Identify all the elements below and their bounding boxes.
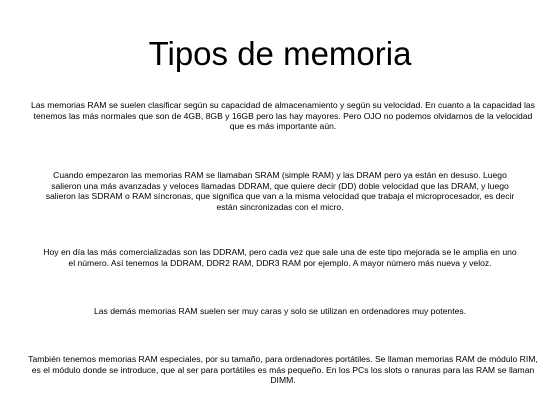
slide-title: Tipos de memoria bbox=[148, 35, 412, 72]
paragraph-laptop-ram: También tenemos memorias RAM especiales, por su tamaño, para ordenadores portátiles. Se llaman memorias RAM de módulo RIM, es el módulo donde se introduce, que al ser para portátiles es más pequeño. En los PCs los slots o ranuras para las RAM se llaman DIMM. bbox=[28, 354, 538, 385]
paragraph-history: Cuando empezaron las memorias RAM se llamaban SRAM (simple RAM) y las DRAM pero ya están en desuso. Luego salieron una más avanzadas y veloces llamadas DDRAM, que quiere decir (DD) doble velocidad que las DRAM, y luego salieron las SDRAM o RAM síncronas, que significa que van a la misma velocidad que trabaja el microprocesador, es decir están sincronizadas con el micro. bbox=[45, 170, 515, 212]
paragraph-other-ram: Las demás memorias RAM suelen ser muy caras y solo se utilizan en ordenadores muy potentes. bbox=[93, 306, 467, 316]
paragraph-capacity: Las memorias RAM se suelen clasificar según su capacidad de almacenamiento y según su velocidad. En cuanto a la capacidad las tenemos las más normales que son de 4GB, 8GB y 16GB pero las hay mayores. Pero OJO no podemos olvidarnos de la velocidad que es más importante aún. bbox=[31, 100, 535, 131]
paragraph-ddram: Hoy en día las más comercializadas son las DDRAM, pero cada vez que sale una de este tipo mejorada se le amplia en uno el número. Así tenemos la DDRAM, DDR2 RAM, DDR3 RAM por ejemplo. A mayor número más nueva y veloz. bbox=[43, 247, 517, 268]
